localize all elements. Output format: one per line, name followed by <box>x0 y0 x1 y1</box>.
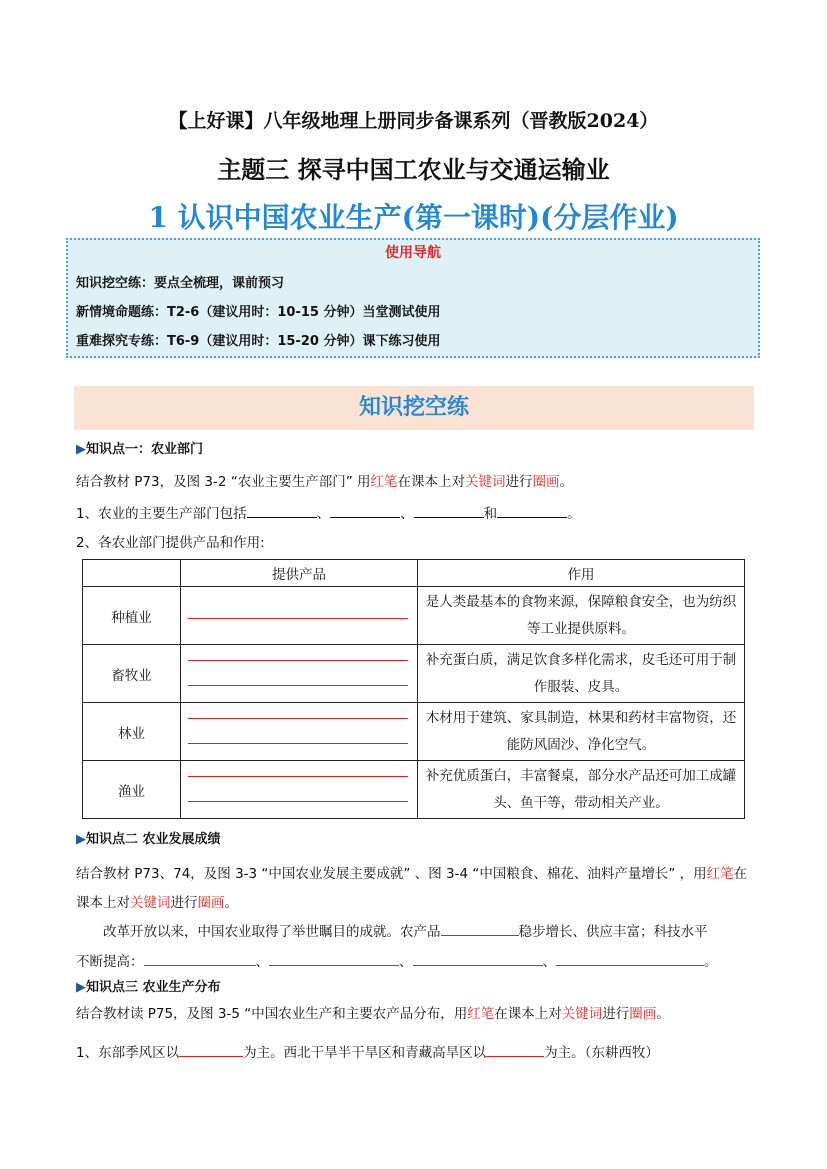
sector-use: 木材用于建筑、家具制造，林果和药材丰富物资，还能防风固沙、净化空气。 <box>418 703 745 761</box>
sector-use: 补充优质蛋白，丰富餐桌，部分水产品还可加工成罐头、鱼干等，带动相关产业。 <box>418 761 745 819</box>
kp2-paragraph: 改革开放以来，中国农业取得了举世瞩目的成就。农产品 稳步增长、供应丰富；科技水平 不断提高： 、 、 、 。 <box>76 917 756 977</box>
guide-line: 新情境命题练：T2-6（建议用时：10-15 分钟）当堂测试使用 <box>76 305 441 320</box>
kp3-heading <box>76 976 221 995</box>
section-banner: 知识挖空练 <box>74 386 754 430</box>
kp1-title: 知识点一：农业部门 <box>86 442 204 457</box>
kp2-title: 知识点二 农业发展成绩 <box>86 832 221 847</box>
answer-blank[interactable] <box>144 951 256 966</box>
triangle-icon: ▶ <box>76 980 86 995</box>
table-header: 作用 <box>418 560 745 587</box>
product-answer-cell[interactable] <box>181 761 418 819</box>
table-header: 提供产品 <box>181 560 418 587</box>
answer-line <box>188 685 408 686</box>
product-answer-cell[interactable] <box>181 587 418 645</box>
sector-table <box>82 559 745 819</box>
answer-line <box>188 718 408 719</box>
lesson-title: 1 认识中国农业生产(第一课时)(分层作业) <box>148 201 679 234</box>
answer-blank[interactable] <box>413 951 543 966</box>
triangle-icon: ▶ <box>76 832 86 847</box>
answer-blank[interactable] <box>441 921 519 936</box>
sector-name: 畜牧业 <box>83 645 181 703</box>
kp1-question-1: 1、农业的主要生产部门包括 、 、 和 。 <box>76 503 581 524</box>
sector-use: 是人类最基本的食物来源，保障粮食安全，也为纺织等工业提供原料。 <box>418 587 745 645</box>
sector-use: 补充蛋白质，满足饮食多样化需求，皮毛还可用于制作服装、皮具。 <box>418 645 745 703</box>
answer-blank[interactable] <box>486 1042 544 1057</box>
guide-line: 重难探究专练：T6-9（建议用时：15-20 分钟）课下练习使用 <box>76 334 441 349</box>
table-row <box>83 587 745 645</box>
sector-name: 林业 <box>83 703 181 761</box>
product-answer-cell[interactable] <box>181 645 418 703</box>
product-answer-cell[interactable] <box>181 703 418 761</box>
kp1-intro: 结合教材 P73，及图 3-2 “农业主要生产部门” 用红笔在课本上对关键词进行圈画。 <box>76 474 574 490</box>
answer-blank[interactable] <box>497 503 567 518</box>
answer-line <box>188 776 408 777</box>
answer-line <box>188 801 408 802</box>
kp3-intro: 结合教材读 P75，及图 3-5 “中国农业生产和主要农产品分布，用红笔在课本上对关键词进行圈画。 <box>76 1006 670 1022</box>
sector-name: 种植业 <box>83 587 181 645</box>
kp3-title: 知识点三 农业生产分布 <box>86 980 221 995</box>
answer-line <box>188 618 408 619</box>
answer-line <box>188 743 408 744</box>
series-title: 【上好课】八年级地理上册同步备课系列（晋教版2024） <box>168 110 659 132</box>
kp1-question-2: 2、各农业部门提供产品和作用: <box>76 535 265 551</box>
sector-name: 渔业 <box>83 761 181 819</box>
usage-guide-box <box>66 238 760 358</box>
table-row <box>83 703 745 761</box>
kp1-heading <box>76 438 203 457</box>
table-row <box>83 761 745 819</box>
answer-blank[interactable] <box>330 503 400 518</box>
answer-blank[interactable] <box>269 951 399 966</box>
answer-blank[interactable] <box>414 503 484 518</box>
answer-blank[interactable] <box>556 951 704 966</box>
kp2-heading <box>76 828 221 847</box>
table-row <box>83 645 745 703</box>
answer-blank[interactable] <box>247 503 317 518</box>
guide-line: 知识挖空练：要点全梳理，课前预习 <box>76 276 285 291</box>
guide-title: 使用导航 <box>385 245 441 261</box>
table-header <box>83 560 181 587</box>
table-header-row <box>83 560 745 587</box>
kp2-intro: 结合教材 P73、74，及图 3-3 “中国农业发展主要成就” 、图 3-4 “中国粮食、棉花、油料产量增长” ，用红笔在课本上对关键词进行圈画。 <box>76 866 748 911</box>
kp3-question-1: 1、东部季风区以 为主。西北干旱半干旱区和青藏高旱区以 为主。（东耕西牧） <box>76 1042 659 1063</box>
answer-line <box>188 660 408 661</box>
triangle-icon: ▶ <box>76 442 86 457</box>
answer-blank[interactable] <box>179 1042 243 1057</box>
theme-title: 主题三 探寻中国工农业与交通运输业 <box>217 156 610 184</box>
